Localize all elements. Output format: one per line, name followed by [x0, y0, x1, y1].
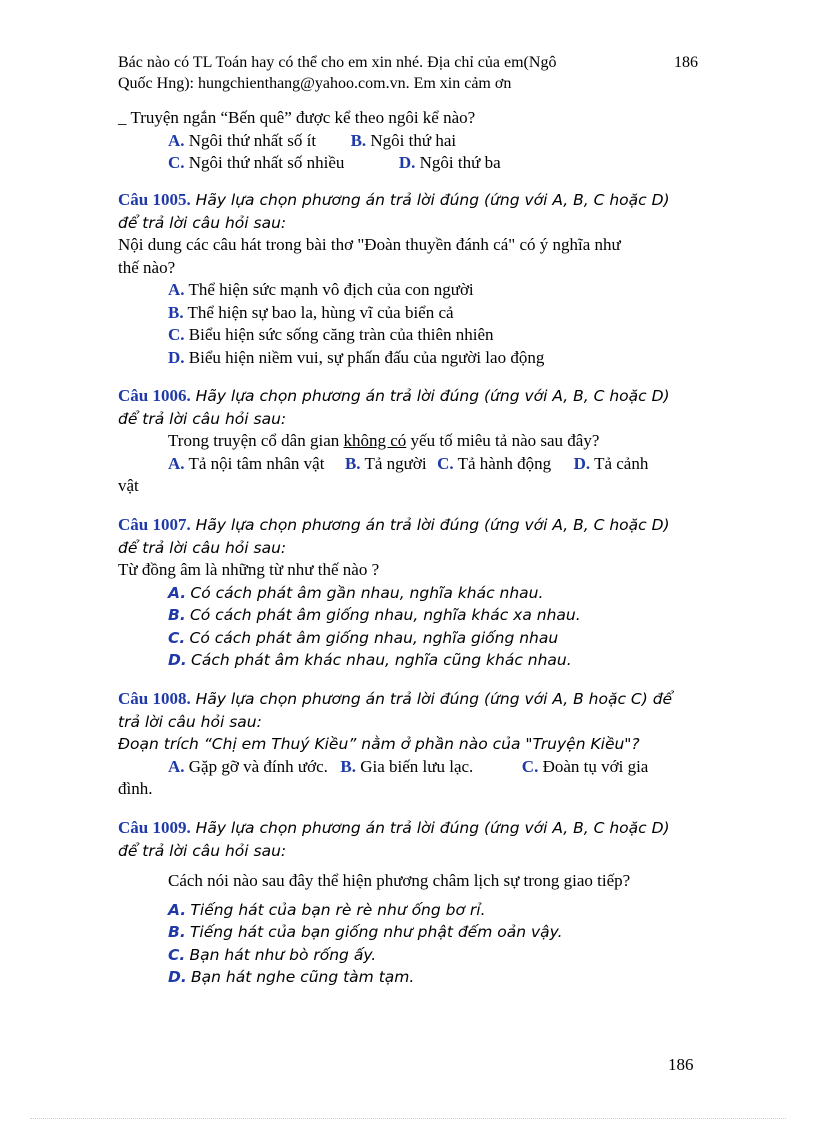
- option-text: Gặp gỡ và đính ước.: [188, 756, 328, 776]
- option-text: Gia biến lưu lạc.: [360, 756, 474, 776]
- question-1009: [118, 817, 698, 989]
- question-1006: [118, 385, 698, 498]
- question-1007: [118, 514, 698, 672]
- option-c: [118, 627, 698, 650]
- option-d: [118, 966, 698, 989]
- option-row: [118, 453, 698, 476]
- option-letter: B.: [350, 130, 367, 150]
- intro-question: _ Truyện ngắn “Bến quê” được kể theo ngôi kể nào?: [118, 108, 476, 127]
- option-letter: D.: [398, 153, 416, 172]
- option-text: Ngôi thứ ba: [419, 153, 501, 172]
- option-text: Tả cảnh: [594, 453, 649, 473]
- option-b: [118, 604, 698, 627]
- option-letter: A.: [168, 900, 187, 919]
- option-d: [118, 649, 698, 672]
- option-letter: D.: [168, 651, 187, 669]
- option-text: Biểu hiện sức sống căng tràn của thiên nhiên: [188, 325, 494, 344]
- option-letter: B.: [344, 453, 361, 473]
- header-page-number: 186: [674, 54, 698, 71]
- question-number: Câu 1005.: [118, 190, 191, 209]
- option-c: [118, 944, 698, 967]
- question-number: Câu 1008.: [118, 689, 191, 708]
- question-stem: Nội dung các câu hát trong bài thơ "Đoàn thuyền đánh cá" có ý nghĩa như: [118, 235, 621, 254]
- option-text: Thể hiện sức mạnh vô địch của con người: [188, 280, 474, 299]
- question-instruction-cont: trả lời câu hỏi sau:: [118, 712, 262, 731]
- question-instruction: Hãy lựa chọn phương án trả lời đúng (ứng với A, B, C hoặc D): [190, 819, 670, 837]
- option-text: Tả nội tâm nhân vật: [188, 453, 325, 473]
- question-stem: Cách nói nào sau đây thể hiện phương châm lịch sự trong giao tiếp?: [168, 871, 631, 890]
- question-stem: Từ đồng âm là những từ như thế nào ?: [118, 560, 380, 579]
- footer-page-number: 186: [668, 1055, 694, 1074]
- question-instruction-cont: để trả lời câu hỏi sau:: [118, 213, 287, 232]
- option-wrap-text: đình.: [118, 779, 153, 798]
- page-bottom-divider: [30, 1118, 786, 1119]
- question-stem-cont: thế nào?: [118, 257, 176, 277]
- option-b: [118, 921, 698, 944]
- question-number: Câu 1007.: [118, 515, 191, 534]
- option-letter: D.: [168, 968, 187, 986]
- option-letter: A.: [168, 756, 185, 776]
- option-a: [118, 582, 698, 605]
- option-text: Ngôi thứ nhất số ít: [188, 130, 317, 150]
- question-instruction-cont: để trả lời câu hỏi sau:: [118, 841, 287, 860]
- option-letter: D.: [573, 453, 591, 473]
- option-letter: A.: [168, 130, 185, 150]
- option-letter: B.: [340, 756, 356, 776]
- question-instruction-cont: để trả lời câu hỏi sau:: [118, 538, 287, 557]
- option-text: Ngôi thứ hai: [370, 130, 457, 150]
- question-number: Câu 1009.: [118, 818, 191, 837]
- question-1008: [118, 688, 698, 801]
- option-row: [118, 130, 698, 153]
- option-letter: D.: [168, 347, 185, 367]
- question-instruction: Hãy lựa chọn phương án trả lời đúng (ứng với A, B, C hoặc D): [190, 516, 670, 534]
- question-stem: Đoạn trích “Chị em Thuý Kiều” nằm ở phần nào của "Truyện Kiều"?: [118, 735, 640, 753]
- option-letter: A.: [168, 453, 185, 473]
- option-text: Tả hành động: [457, 453, 552, 473]
- option-text: Bạn hát như bò rống ấy.: [189, 945, 377, 964]
- option-text: Ngôi thứ nhất số nhiều: [188, 153, 345, 172]
- page-header: [118, 52, 698, 94]
- question-instruction: Hãy lựa chọn phương án trả lời đúng (ứng với A, B hoặc C) để: [190, 690, 673, 708]
- stem-text: Trong truyện cổ dân gian: [168, 431, 344, 450]
- option-letter: C.: [168, 945, 186, 964]
- option-text: Có cách phát âm giống nhau, nghĩa giống nhau: [189, 628, 559, 647]
- option-d: [118, 347, 698, 370]
- question-number: Câu 1006.: [118, 386, 191, 405]
- option-text: Tả người: [364, 453, 427, 473]
- option-b: [118, 302, 698, 325]
- question-instruction: Hãy lựa chọn phương án trả lời đúng (ứng với A, B, C hoặc D): [190, 191, 670, 209]
- option-letter: C.: [521, 756, 539, 776]
- header-line-2: Quốc Hng): hungchienthang@yahoo.com.vn. Em xin cảm ơn: [118, 75, 512, 92]
- option-c: [118, 324, 698, 347]
- question-1005: [118, 189, 698, 369]
- stem-underlined: không có: [343, 431, 407, 450]
- option-text: Biểu hiện niềm vui, sự phấn đấu của người lao động: [188, 347, 545, 367]
- option-text: Có cách phát âm giống nhau, nghĩa khác xa nhau.: [189, 606, 581, 624]
- header-line-1: Bác nào có TL Toán hay có thể cho em xin nhé. Địa chỉ của em(Ngô: [118, 54, 557, 71]
- option-text: Có cách phát âm gần nhau, nghĩa khác nhau.: [190, 583, 544, 602]
- option-wrap-text: vật: [118, 476, 139, 495]
- question-stem: [118, 430, 698, 453]
- option-text: Tiếng hát của bạn rè rè như ống bơ rỉ.: [190, 900, 486, 919]
- option-letter: A.: [168, 583, 187, 602]
- question-instruction: Hãy lựa chọn phương án trả lời đúng (ứng với A, B, C hoặc D): [190, 387, 670, 405]
- option-text: Tiếng hát của bạn giống như phật đếm oản vậy.: [189, 923, 563, 941]
- option-letter: B.: [168, 302, 184, 322]
- option-text: Đoàn tụ với gia: [542, 756, 649, 776]
- option-letter: C.: [437, 453, 454, 473]
- option-a: [118, 279, 698, 302]
- intro-question-block: [118, 107, 698, 175]
- question-instruction-cont: để trả lời câu hỏi sau:: [118, 409, 287, 428]
- option-letter: C.: [168, 153, 185, 172]
- option-a: [118, 899, 698, 922]
- option-text: Thể hiện sự bao la, hùng vĩ của biển cả: [187, 302, 454, 322]
- option-text: Bạn hát nghe cũng tàm tạm.: [191, 968, 415, 986]
- option-row: [118, 756, 698, 779]
- option-letter: B.: [168, 923, 186, 941]
- option-letter: C.: [168, 325, 185, 344]
- option-letter: B.: [168, 606, 186, 624]
- option-text: Cách phát âm khác nhau, nghĩa cũng khác nhau.: [191, 651, 572, 669]
- option-letter: C.: [168, 628, 186, 647]
- stem-text: yếu tố miêu tả nào sau đây?: [406, 431, 600, 450]
- option-row: [118, 152, 698, 175]
- option-letter: A.: [168, 280, 185, 299]
